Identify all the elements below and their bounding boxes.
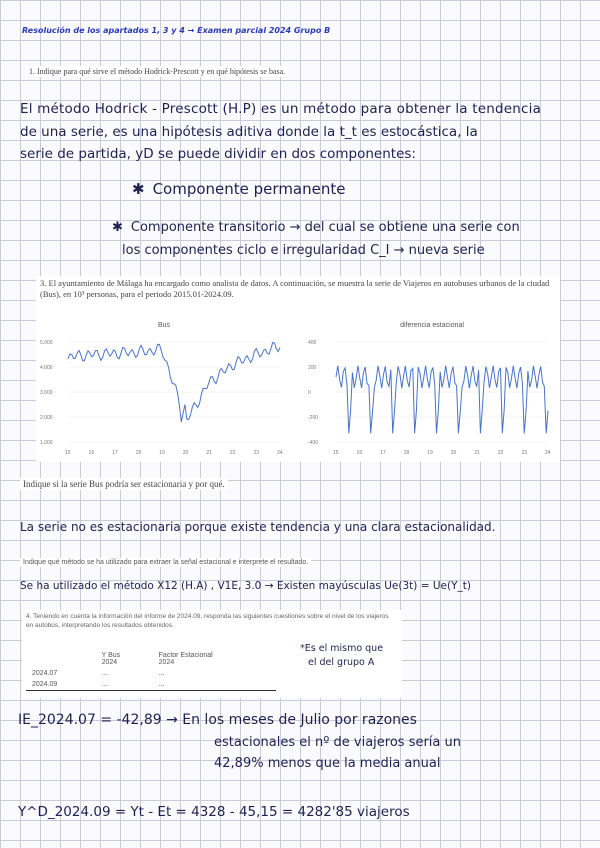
question-4-prompt: 4. Teniendo en cuenta la información del informe de 2024.09, responda las siguientes cuestiones sobre el nivel de los viajeros en autobús, interpretando los resultados obtenidos. — [26, 613, 389, 629]
y-tick-label: 3.000 — [40, 390, 53, 396]
x-tick-label: 22 — [497, 450, 504, 456]
y-tick-label: 1.000 — [40, 440, 53, 446]
y-tick-label: -400 — [308, 440, 319, 446]
bus-chart — [38, 320, 290, 460]
bus-chart-title: Bus — [157, 322, 171, 329]
table-row-label: 2024.07 — [32, 670, 58, 677]
bullet-transitory-continuation: los componentes ciclo e irregularidad C_I → nueva serie — [122, 243, 485, 258]
y-tick-label: -200 — [308, 415, 319, 421]
question-1-prompt: 1. Indique para qué sirve el método Hodrick-Prescott y en qué hipótesis se basa. — [26, 66, 288, 77]
question-3-prompt: 3. El ayuntamiento de Málaga ha encargado como analista de datos. A continuación, se muestra la serie de Viajeros en autobuses urbanos de la ciudad (Bus), en 10³ personas, para el periodo 2015.01-2024.09. — [40, 278, 550, 299]
x-tick-label: 16 — [88, 450, 95, 456]
y-tick-label: 0 — [308, 390, 311, 396]
table-cell: ... — [101, 670, 108, 677]
answer-ie-line-1: IE_2024.07 = -42,89 → En los meses de Julio por razones — [18, 712, 417, 728]
table-header-ybus: Y Bus 2024 — [101, 652, 121, 666]
x-tick-label: 19 — [427, 450, 433, 456]
question-3c-prompt: Indique qué método se ha utilizado para extraer la señal estacional e interprete el resultado. — [20, 558, 311, 567]
x-tick-label: 24 — [545, 450, 551, 456]
y-tick-label: 200 — [308, 365, 317, 371]
y-tick-label: 5.000 — [40, 340, 53, 346]
table-row-label: 2024.09 — [32, 681, 58, 688]
seasonal-diff-series-line — [336, 366, 548, 434]
bullet-permanent — [132, 180, 345, 198]
y-tick-label: 2.000 — [40, 415, 53, 421]
seasonal-diff-chart-title: diferencia estacional — [400, 322, 464, 329]
bus-chart-svg — [38, 320, 290, 460]
x-tick-label: 24 — [277, 450, 283, 456]
y-tick-label: 400 — [308, 340, 317, 346]
x-tick-label: 15 — [65, 450, 71, 456]
table-cell: ... — [101, 681, 108, 688]
question-4-table — [26, 650, 276, 691]
question-3-block — [36, 276, 560, 462]
table-cell: ... — [158, 670, 165, 677]
seasonal-diff-chart-svg — [306, 320, 558, 460]
side-note — [300, 642, 383, 670]
question-4-block — [22, 610, 402, 698]
x-tick-label: 22 — [229, 450, 236, 456]
x-tick-label: 16 — [356, 450, 363, 456]
answer-ie-line-3: 42,89% menos que la media anual — [214, 756, 441, 771]
side-note-line-2: el del grupo A — [308, 657, 375, 668]
x-tick-label: 19 — [159, 450, 165, 456]
side-note-line-1: *Es el mismo que — [300, 643, 384, 654]
bullet-transitory-label: Componente transitorio → del cual se obtiene una serie con — [130, 220, 520, 235]
x-tick-label: 21 — [474, 450, 480, 456]
question-3b-prompt: Indique si la serie Bus podría ser estacionaria y por qué. — [20, 478, 228, 490]
answer-yd: Y^D_2024.09 = Yt - Et = 4328 - 45,15 = 4282'85 viajeros — [18, 804, 410, 820]
bullet-permanent-label: Componente permanente — [152, 180, 346, 198]
x-tick-label: 23 — [253, 450, 260, 456]
x-tick-label: 20 — [450, 450, 457, 456]
answer-1-line-2: de una serie, es una hipótesis aditiva donde la t_t es estocástica, la — [20, 124, 478, 140]
answer-ie-line-2: estacionales el nº de viajeros sería un — [214, 735, 461, 750]
x-tick-label: 21 — [206, 450, 212, 456]
x-tick-label: 23 — [521, 450, 528, 456]
x-tick-label: 18 — [135, 450, 142, 456]
answer-3c: Se ha utilizado el método X12 (H.A) , V1E, 3.0 → Existen mayúsculas Ue(3t) = Ue(Y_t) — [20, 580, 471, 592]
x-tick-label: 15 — [333, 450, 339, 456]
bus-series-line — [68, 343, 280, 423]
answer-3b: La serie no es estacionaria porque existe tendencia y una clara estacionalidad. — [20, 520, 496, 534]
x-tick-label: 18 — [403, 450, 410, 456]
x-tick-label: 17 — [380, 450, 386, 456]
table-cell: ... — [158, 681, 165, 688]
page-header: Resolución de los apartados 1, 3 y 4 → Examen parcial 2024 Grupo B — [22, 26, 331, 35]
table-header-factor: Factor Estacional 2024 — [158, 652, 213, 666]
answer-1-line-1: El método Hodrick - Prescott (H.P) es un método para obtener la tendencia — [20, 101, 542, 117]
y-tick-label: 4.000 — [40, 365, 53, 371]
asterisk-icon: ✱ — [132, 180, 145, 198]
answer-1-line-3: serie de partida, yD se puede dividir en dos componentes: — [20, 146, 416, 162]
seasonal-diff-chart — [306, 320, 558, 460]
x-tick-label: 20 — [182, 450, 189, 456]
asterisk-icon: ✱ — [112, 220, 123, 235]
bullet-transitory — [112, 220, 520, 235]
x-tick-label: 17 — [112, 450, 118, 456]
